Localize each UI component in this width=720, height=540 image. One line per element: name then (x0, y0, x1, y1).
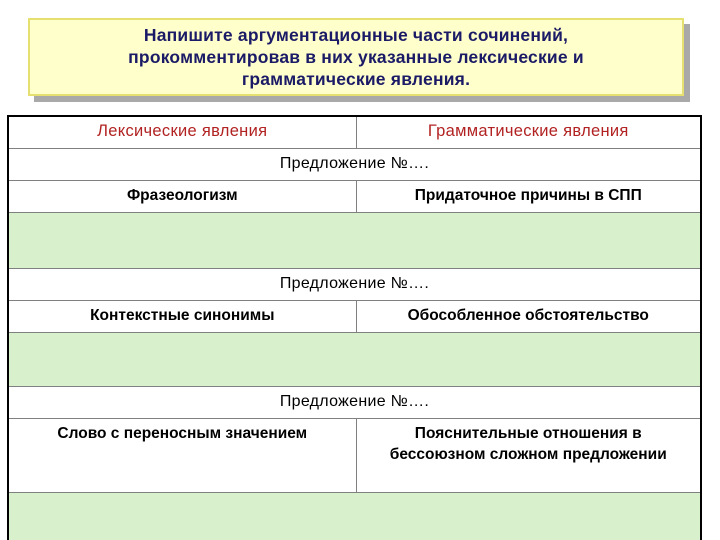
sentence-label-1: Предложение №…. (8, 148, 701, 180)
table-header-row (8, 116, 701, 148)
answer-row-1 (8, 212, 701, 268)
lexical-phenomenon-3: Слово с переносным значением (8, 418, 356, 492)
header-grammatical: Грамматические явления (356, 116, 701, 148)
phenomena-row-3 (8, 418, 701, 492)
task-title-box (28, 18, 684, 96)
header-lexical: Лексические явления (8, 116, 356, 148)
grammatical-phenomenon-2: Обособленное обстоятельство (356, 300, 701, 332)
phenomena-row-1 (8, 180, 701, 212)
grammatical-phenomenon-3: Пояснительные отношения в бессоюзном сложном предложении (356, 418, 701, 492)
lexical-phenomenon-1: Фразеологизм (8, 180, 356, 212)
task-title: Напишите аргументационные части сочинений, прокомментировав в них указанные лексические и грамматические явления. (128, 25, 584, 89)
sentence-label-2: Предложение №…. (8, 268, 701, 300)
sentence-row-1 (8, 148, 701, 180)
phenomena-row-2 (8, 300, 701, 332)
answer-area-3[interactable] (8, 492, 701, 540)
sentence-row-2 (8, 268, 701, 300)
phenomena-table (7, 115, 702, 540)
sentence-label-3: Предложение №…. (8, 386, 701, 418)
answer-row-2 (8, 332, 701, 386)
answer-area-2[interactable] (8, 332, 701, 386)
lexical-phenomenon-2: Контекстные синонимы (8, 300, 356, 332)
answer-row-3 (8, 492, 701, 540)
grammatical-phenomenon-1: Придаточное причины в СПП (356, 180, 701, 212)
sentence-row-3 (8, 386, 701, 418)
answer-area-1[interactable] (8, 212, 701, 268)
